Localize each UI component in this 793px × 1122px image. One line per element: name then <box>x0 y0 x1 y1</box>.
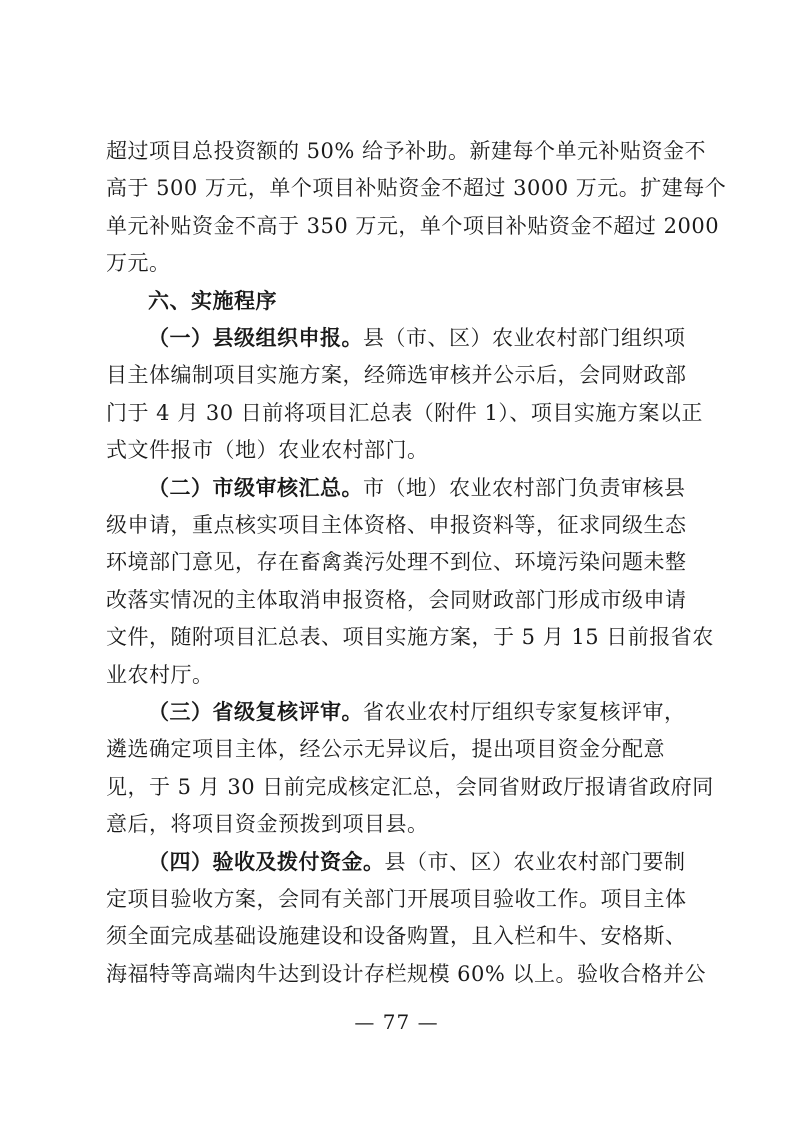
paragraph-lead: （一）县级组织申报。 <box>148 326 363 350</box>
text-line: 门于 4 月 30 日前将项目汇总表（附件 1）、项目实施方案以正 <box>106 400 703 425</box>
paragraph-first-line <box>148 851 686 877</box>
text-line: 海福特等高端肉牛达到设计存栏规模 60% 以上。验收合格并公 <box>106 961 707 986</box>
paragraph-text: 县（市、区）农业农村部门要制 <box>384 849 686 874</box>
paragraph-lead: （四）验收及拨付资金。 <box>148 849 385 874</box>
text-line: 万元。 <box>106 251 171 276</box>
text-line: 单元补贴资金不高于 350 万元，单个项目补贴资金不超过 2000 <box>106 213 720 238</box>
text-line: 意后，将项目资金预拨到项目县。 <box>106 812 429 837</box>
paragraph-first-line <box>148 701 686 727</box>
text-line: 超过项目总投资额的 50% 给予补助。新建每个单元补贴资金不 <box>106 139 707 163</box>
text-line: 环境部门意见，存在畜禽粪污处理不到位、环境污染问题未整 <box>106 550 687 575</box>
text-line: 改落实情况的主体取消申报资格，会同财政部门形成市级申请 <box>106 587 687 612</box>
paragraph-first-line <box>148 327 686 353</box>
page-number: — 77 — <box>354 1010 439 1035</box>
text-line: 目主体编制项目实施方案，经筛选审核并公示后，会同财政部 <box>106 363 687 388</box>
text-line: 文件，随附项目汇总表、项目实施方案，于 5 月 15 日前报省农 <box>106 625 714 650</box>
text-line: 级申请，重点核实项目主体资格、申报资料等，征求同级生态 <box>106 513 687 537</box>
paragraph-lead: （三）省级复核评审。 <box>148 700 363 724</box>
section-heading: 六、实施程序 <box>148 288 277 313</box>
text-line: 业农村厅。 <box>106 662 214 687</box>
text-line: 见，于 5 月 30 日前完成核定汇总，会同省财政厅报请省政府同 <box>106 774 714 799</box>
paragraph-text: 县（市、区）农业农村部门组织项 <box>363 326 686 350</box>
text-line: 定项目验收方案，会同有关部门开展项目验收工作。项目主体 <box>106 887 687 911</box>
paragraph-first-line <box>148 477 686 503</box>
paragraph-text: 市（地）农业农村部门负责审核县 <box>363 475 686 500</box>
text-line: 须全面完成基础设施建设和设备购置，且入栏和牛、安格斯、 <box>106 924 687 949</box>
paragraph-lead: （二）市级审核汇总。 <box>148 475 363 500</box>
text-line: 式文件报市（地）农业农村部门。 <box>106 438 429 463</box>
paragraph-text: 省农业农村厅组织专家复核评审， <box>363 700 686 724</box>
text-line: 遴选确定项目主体，经公示无异议后，提出项目资金分配意 <box>106 737 665 762</box>
text-line: 高于 500 万元，单个项目补贴资金不超过 3000 万元。扩建每个 <box>106 176 727 201</box>
